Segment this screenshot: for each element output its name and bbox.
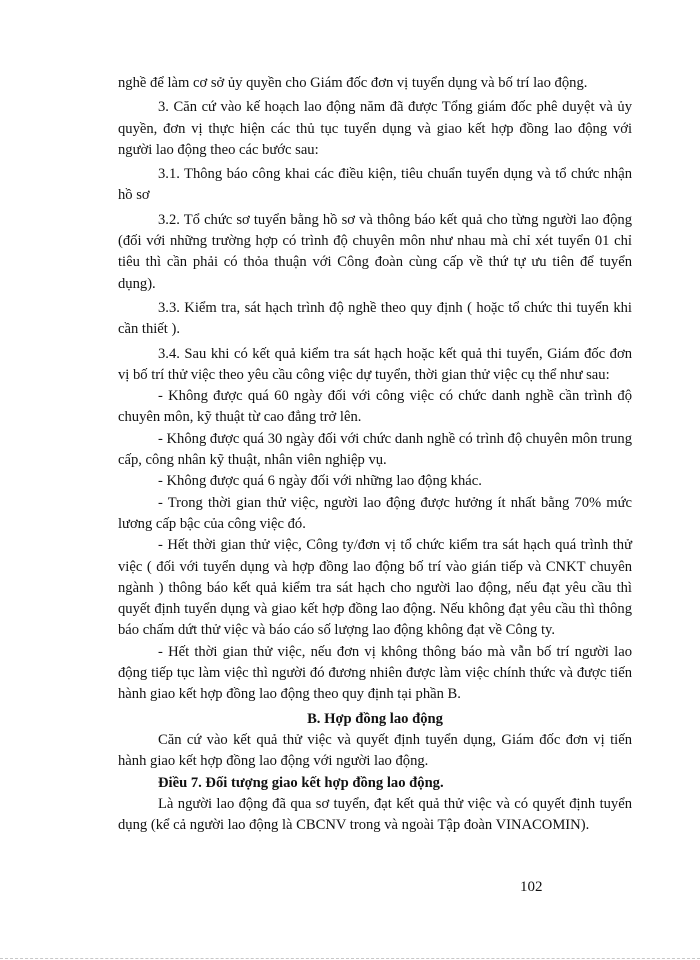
section-b-intro: Căn cứ vào kết quả thử việc và quyết định tuyển dụng, Giám đốc đơn vị tiến hành giao kết hợp đồng lao động với người lao động. [118, 731, 632, 770]
bullet-salary-70: - Trong thời gian thử việc, người lao động được hưởng ít nhất bằng 70% mức lương cấp bậc của công việc đó. [118, 494, 632, 532]
paragraph-item-3-2: 3.2. Tổ chức sơ tuyển bằng hồ sơ và thông báo kết quả cho từng người lao động (đối với những trường hợp có trình độ chuyên môn như nhau mà chỉ xét tuyển 01 chỉ tiêu thì cần phải có thỏa thuận với Công đoàn cùng cấp về thứ tự ưu tiên để tuyển dụng). [118, 211, 632, 292]
page-number: 102 [520, 879, 543, 895]
bullet-evaluation: - Hết thời gian thử việc, Công ty/đơn vị tổ chức kiểm tra sát hạch quá trình thử việc ( đối với tuyển dụng và hợp đồng lao động bố trí vào gián tiếp và CNKT chuyên ngành ) thông báo kết quả kiểm tra sát hạch cho người lao động, nếu đạt yêu cầu thì quyết định tuyển dụng và giao kết hợp đồng lao động. Nếu không đạt yêu cầu thì thông báo chấm dứt thử việc và báo cáo số lượng lao động không đạt về Công ty. [118, 537, 632, 639]
page-bottom-divider [0, 958, 700, 959]
bullet-30-days: - Không được quá 30 ngày đối với chức danh nghề có trình độ chuyên môn trung cấp, công nhân kỹ thuật, nhân viên nghiệp vụ. [118, 430, 632, 469]
article-7-heading: Điều 7. Đối tượng giao kết hợp đồng lao động. [158, 774, 444, 791]
article-7-text: Là người lao động đã qua sơ tuyển, đạt kết quả thử việc và có quyết định tuyển dụng (kể cả người lao động là CBCNV trong và ngoài Tập đoàn VINACOMIN). [118, 795, 632, 834]
paragraph-item-3-1: 3.1. Thông báo công khai các điều kiện, tiêu chuẩn tuyển dụng và tổ chức nhận hồ sơ [118, 166, 632, 204]
paragraph-continuation: nghề để làm cơ sở ủy quyền cho Giám đốc đơn vị tuyển dụng và bố trí lao động. [118, 75, 588, 91]
paragraph-item-3-3: 3.3. Kiểm tra, sát hạch trình độ nghề theo quy định ( hoặc tổ chức thi tuyển khi cần thiết ). [118, 299, 632, 338]
bullet-60-days: - Không được quá 60 ngày đối với công việc có chức danh nghề cần trình độ chuyên môn, kỹ thuật từ cao đẳng trở lên. [118, 388, 632, 426]
section-b-heading: B. Hợp đồng lao động [307, 710, 443, 727]
bullet-6-days: - Không được quá 6 ngày đối với những lao động khác. [158, 473, 482, 490]
paragraph-item-3-4: 3.4. Sau khi có kết quả kiểm tra sát hạch hoặc kết quả thi tuyển, Giám đốc đơn vị bố trí thử việc theo yêu cầu công việc dự tuyển, thời gian thử việc cụ thể như sau: [118, 345, 632, 383]
bullet-automatic-employment: - Hết thời gian thử việc, nếu đơn vị không thông báo mà vẫn bố trí người lao động tiếp tục làm việc thì người đó đương nhiên được làm việc chính thức và được tiến hành giao kết hợp đồng lao động theo quy định tại phần B. [118, 643, 632, 703]
page-body [118, 73, 632, 836]
paragraph-item-3: 3. Căn cứ vào kế hoạch lao động năm đã được Tổng giám đốc phê duyệt và ủy quyền, đơn vị thực hiện các thủ tục tuyển dụng và giao kết hợp đồng lao động với người lao động theo các bước sau: [118, 99, 632, 158]
